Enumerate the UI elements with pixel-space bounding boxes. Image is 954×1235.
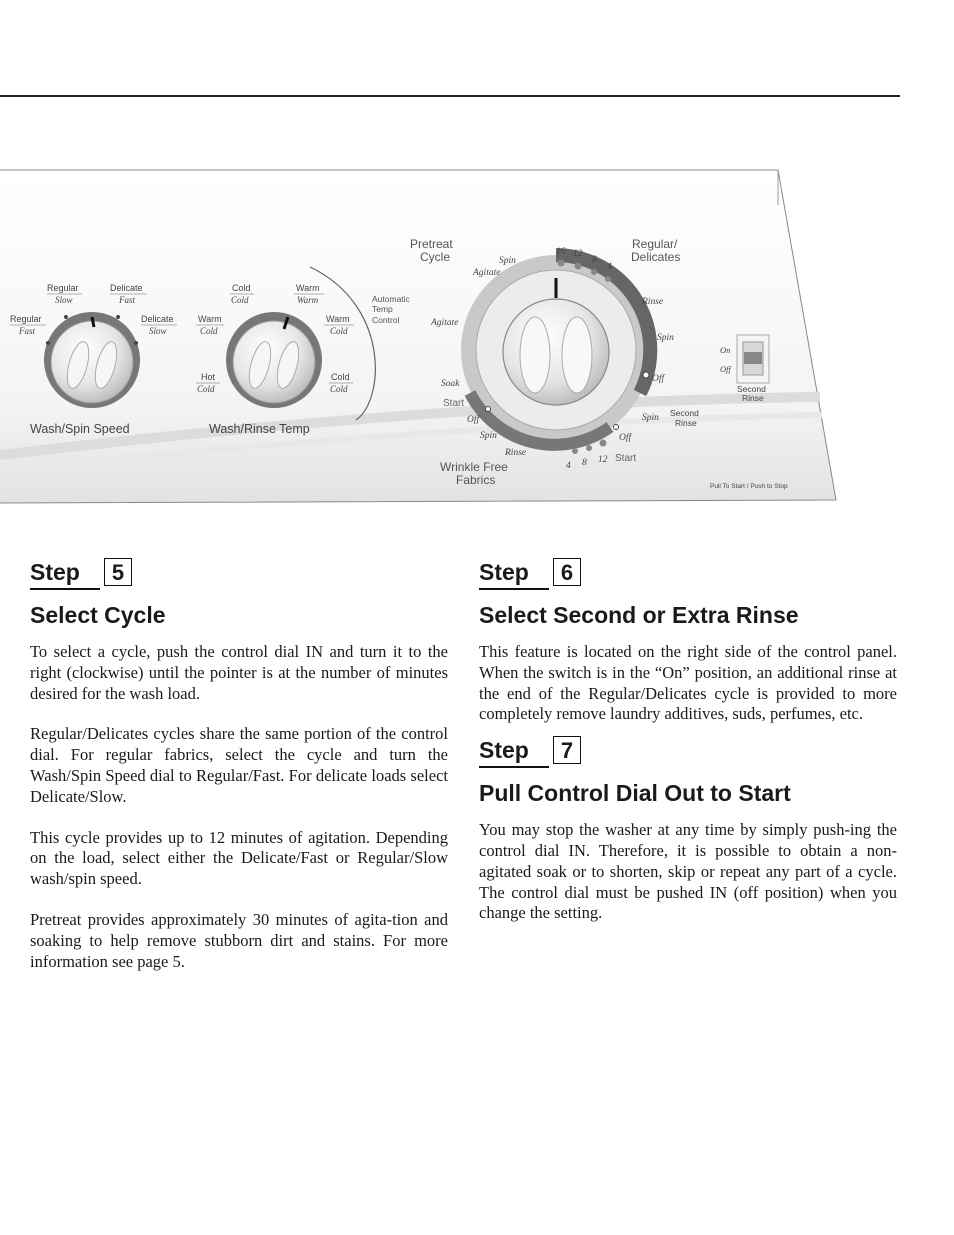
second-rinse-switch[interactable] (737, 335, 769, 383)
temp-label-cold-cold2-top: Cold (331, 372, 350, 382)
step-6-heading (479, 558, 897, 590)
speed-label-regular-slow-top: Regular (47, 283, 79, 293)
svg-text:Agitate: Agitate (473, 268, 501, 278)
step-5-paragraph-3: This cycle provides up to 12 minutes of agitation. Depending on the load, select either the Delicate/Fast or Regular/Slow wash/spin speed. (30, 827, 448, 889)
svg-text:Spin: Spin (642, 413, 659, 423)
svg-text:12: 12 (573, 249, 583, 259)
svg-text:Off: Off (467, 415, 480, 425)
step-5-section (30, 558, 448, 972)
step-6-underline (479, 588, 549, 590)
speed-label-delicate-slow-top: Delicate (141, 314, 174, 324)
temp-label-warm-cold-bottom: Cold (200, 326, 218, 336)
svg-text:Automatic: Automatic (372, 294, 410, 304)
svg-text:Fabrics: Fabrics (456, 473, 496, 487)
temp-label-cold-cold-bottom: Cold (231, 295, 249, 305)
svg-text:Spin: Spin (499, 256, 516, 266)
step-5-word: Step (30, 559, 80, 585)
temp-label-warm-cold2-top: Warm (326, 314, 350, 324)
step-5-underline (30, 588, 100, 590)
svg-text:Wrinkle Free: Wrinkle Free (440, 460, 508, 474)
svg-text:4: 4 (566, 461, 571, 471)
wash-spin-speed-dial[interactable] (44, 312, 140, 408)
speed-label-regular-fast-bottom: Fast (19, 326, 36, 336)
speed-label-delicate-fast-bottom: Fast (119, 295, 136, 305)
svg-text:Second: Second (670, 408, 699, 418)
svg-text:Control: Control (372, 315, 400, 325)
temp-label-hot-cold-top: Hot (201, 372, 216, 382)
step-7-heading (479, 736, 897, 768)
temp-label-warm-cold-top: Warm (198, 314, 222, 324)
temp-label-hot-cold-bottom: Cold (197, 384, 215, 394)
svg-text:Start: Start (443, 398, 465, 409)
step-6-number: 6 (553, 558, 581, 586)
step-5-paragraph-2: Regular/Delicates cycles share the same portion of the control dial. For regular fabrics, select the cycle and turn the Wash/Spin Speed dial to Regular/Fast. For delicate loads select Delicate/Slow. (30, 724, 448, 806)
svg-text:Spin: Spin (657, 333, 674, 343)
svg-text:Rinse: Rinse (675, 418, 697, 428)
speed-label-delicate-fast-top: Delicate (110, 283, 143, 293)
temp-label-warm-warm-bottom: Warm (297, 295, 319, 305)
step-7-underline (479, 766, 549, 768)
speed-label-delicate-slow-bottom: Slow (149, 326, 167, 336)
svg-text:Cycle: Cycle (420, 250, 451, 264)
step-6-paragraph: This feature is located on the right side of the control panel. When the switch is in the “On” position, an additional rinse at the end of the Regular/Delicates cycle is provided to more completely remove laundry additives, suds, perfumes, etc. (479, 642, 897, 724)
control-panel-svg (0, 165, 840, 510)
timer-second-rinse-label (670, 408, 699, 428)
step-7-paragraph: You may stop the washer at any time by simply push-ing the control dial IN. Therefore, it is possible to obtain a non-agitated soak or to shorten, skip or repeat any part of a cycle. The control dial must be pushed IN (off position) when you change the setting. (479, 820, 897, 923)
svg-text:4: 4 (607, 262, 612, 272)
step-7-number: 7 (553, 736, 581, 764)
svg-text:Second: Second (737, 384, 766, 394)
svg-text:Pretreat: Pretreat (410, 237, 453, 251)
pull-to-start-footer: Pull To Start / Push to Stop (710, 483, 788, 490)
step-6-word: Step (479, 559, 529, 585)
step-7-word: Step (479, 737, 529, 764)
temp-label-warm-cold2-bottom: Cold (330, 326, 348, 336)
svg-text:Off: Off (619, 433, 632, 443)
svg-text:Rinse: Rinse (642, 297, 664, 307)
svg-text:Start: Start (615, 453, 637, 464)
svg-text:Spin: Spin (480, 431, 497, 441)
switch-on-label: On (720, 345, 731, 355)
wash-spin-speed-caption: Wash/Spin Speed (30, 422, 130, 436)
svg-text:Off: Off (652, 374, 665, 384)
svg-text:Temp: Temp (372, 304, 393, 314)
temp-label-warm-warm-top: Warm (296, 283, 320, 293)
svg-text:Agitate: Agitate (431, 318, 459, 328)
svg-text:Regular/: Regular/ (632, 237, 678, 251)
temp-label-cold-cold-top: Cold (232, 283, 251, 293)
wash-rinse-temp-caption: Wash/Rinse Temp (209, 422, 310, 436)
speed-label-regular-fast-top: Regular (10, 314, 42, 324)
regular-delicates-label (631, 237, 680, 264)
control-panel-illustration (0, 165, 840, 510)
svg-text:Delicates: Delicates (631, 250, 681, 264)
svg-text:Rinse: Rinse (505, 448, 527, 458)
step-5-number: 5 (104, 558, 132, 586)
step-7-title: Pull Control Dial Out to Start (479, 780, 791, 807)
svg-text:Rinse: Rinse (742, 393, 764, 403)
step-5-heading (30, 558, 448, 590)
svg-text:16: 16 (556, 247, 566, 257)
temp-label-cold-cold2-bottom: Cold (330, 384, 348, 394)
step-6-title: Select Second or Extra Rinse (479, 602, 799, 628)
svg-text:12: 12 (598, 455, 608, 465)
step-5-paragraph-4: Pretreat provides approximately 30 minutes of agita-tion and soaking to help remove stubborn dirt and stains. For more information see page 5. (30, 909, 448, 971)
step-5-paragraph-1: To select a cycle, push the control dial IN and turn it to the right (clockwise) until the pointer is at the number of minutes desired for the wash load. (30, 642, 448, 703)
header-rule (0, 95, 900, 97)
switch-off-label: Off (720, 364, 731, 374)
svg-text:8: 8 (592, 255, 597, 265)
svg-text:8: 8 (582, 458, 587, 468)
speed-label-regular-slow-bottom: Slow (55, 295, 73, 305)
steps-6-7-section (479, 558, 897, 924)
step-5-title: Select Cycle (30, 602, 166, 628)
svg-text:Soak: Soak (441, 379, 460, 389)
wash-rinse-temp-dial[interactable] (226, 312, 322, 408)
second-rinse-switch-caption (737, 384, 766, 403)
